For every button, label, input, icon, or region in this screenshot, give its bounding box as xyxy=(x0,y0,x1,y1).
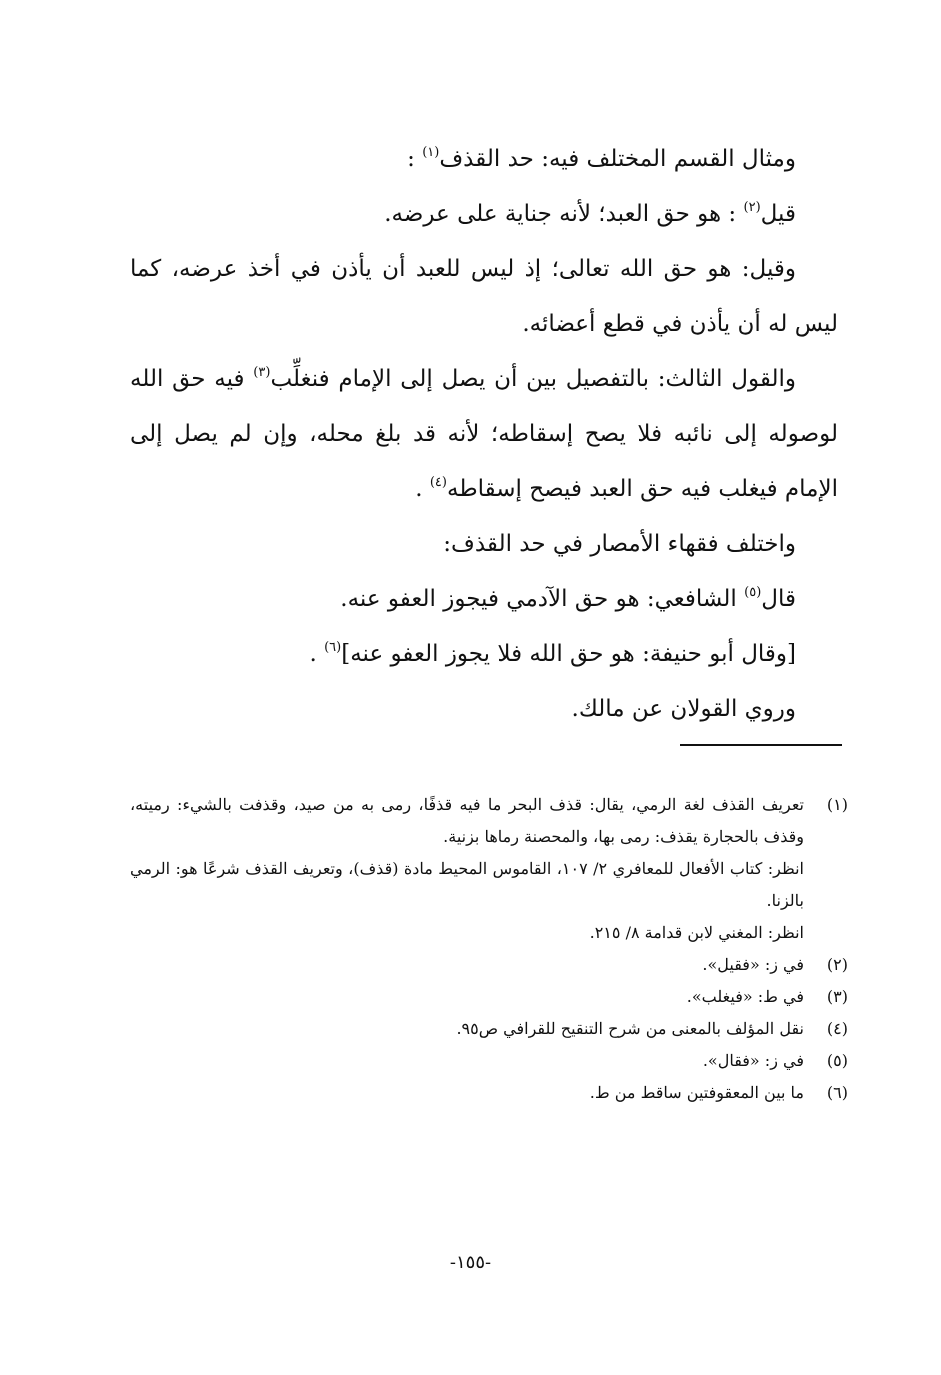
paragraph-third-view xyxy=(130,352,838,517)
footnote-text: نقل المؤلف بالمعنى من شرح التنقيح للقرافي ص٩٥. xyxy=(456,1019,804,1038)
footnote-number: (٢) xyxy=(826,955,848,974)
paragraph-second-view xyxy=(130,242,838,352)
footnote-6 xyxy=(130,1077,848,1109)
paragraph-tail: . xyxy=(309,641,325,667)
footnote-text: في ز: «فقال». xyxy=(702,1051,804,1070)
footnote-1-reference xyxy=(130,917,848,949)
footnote-1 xyxy=(130,789,848,853)
paragraph-abu-hanifa xyxy=(130,627,838,682)
footnote-1-reference xyxy=(130,853,848,917)
footnote-ref-1[interactable]: (١) xyxy=(422,145,440,160)
paragraph-lead: قال xyxy=(761,586,796,612)
paragraph-tail: . xyxy=(415,476,430,502)
footnote-separator xyxy=(680,744,842,746)
footnote-ref-6[interactable]: (٦) xyxy=(324,640,342,655)
paragraph-text: : هو حق العبد؛ لأنه جناية على عرضه. xyxy=(384,201,744,227)
footnotes xyxy=(130,789,848,1109)
paragraph-disputed-example xyxy=(130,132,838,187)
footnote-text: انظر: المغني لابن قدامة ٨/ ٢١٥. xyxy=(589,923,804,942)
page-number: -١٥٥- xyxy=(449,1252,492,1273)
paragraph-text: وقيل: هو حق الله تعالى؛ إذ ليس للعبد أن يأذن في أخذ عرضه، كما ليس له أن يأذن في قطع أعضائه. xyxy=(130,256,838,337)
paragraph-text: ومثال القسم المختلف فيه: حد القذف xyxy=(439,146,796,172)
paragraph-text: والقول الثالث: بالتفصيل بين أن يصل إلى الإمام فنغلِّب xyxy=(270,366,796,392)
footnote-text: ما بين المعقوفتين ساقط من ط. xyxy=(589,1083,804,1102)
paragraph-malik xyxy=(130,682,838,737)
footnote-number: (٣) xyxy=(826,987,848,1006)
paragraph-first-view xyxy=(130,187,838,242)
footnote-number: (١) xyxy=(826,795,848,814)
paragraph-shafii xyxy=(130,572,838,627)
footnote-ref-4[interactable]: (٤) xyxy=(429,475,447,490)
paragraph-text: [وقال أبو حنيفة: هو حق الله فلا يجوز العفو عنه] xyxy=(341,641,796,667)
footnote-text: انظر: كتاب الأفعال للمعافري ٢/ ١٠٧، القاموس المحيط مادة (قذف)، وتعريف القذف شرعًا هو: الرمي بالزنا. xyxy=(130,859,804,910)
footnote-number: (٦) xyxy=(826,1083,848,1102)
footnote-ref-5[interactable]: (٥) xyxy=(744,585,762,600)
footnote-ref-2[interactable]: (٢) xyxy=(743,200,761,215)
footnote-text: في ط: «فيغلب». xyxy=(686,987,804,1006)
paragraph-tail: : xyxy=(407,146,423,172)
main-text xyxy=(130,132,838,737)
footnote-ref-3[interactable]: (٣) xyxy=(253,365,271,380)
paragraph-text: واختلف فقهاء الأمصار في حد القذف: xyxy=(443,531,796,557)
paragraph-lead: قيل xyxy=(760,201,796,227)
footnote-text: تعريف القذف لغة الرمي، يقال: قذف البحر ما فيه قذفًا، رمى به من صيد، وقذفت بالشيء: رميته، وقذف بالحجارة يقذف: رمى بها، والمحصنة رماها بزنية. xyxy=(130,795,804,846)
paragraph-text: وروي القولان عن مالك. xyxy=(571,696,796,722)
footnote-3 xyxy=(130,981,848,1013)
footnote-number: (٥) xyxy=(826,1051,848,1070)
paragraph-jurists-disagreement xyxy=(130,517,838,572)
paragraph-text: فيه حق الله لوصوله إلى نائبه فلا يصح إسقاطه؛ لأنه قد بلغ محله، وإن لم يصل إلى الإمام فيغلب فيه حق العبد فيصح إسقاطه xyxy=(130,366,838,502)
footnote-4 xyxy=(130,1013,848,1045)
paragraph-text: الشافعي: هو حق الآدمي فيجوز العفو عنه. xyxy=(340,586,745,612)
footnote-5 xyxy=(130,1045,848,1077)
footnote-number: (٤) xyxy=(826,1019,848,1038)
footnote-2 xyxy=(130,949,848,981)
footnote-text: في ز: «فقيل». xyxy=(702,955,804,974)
